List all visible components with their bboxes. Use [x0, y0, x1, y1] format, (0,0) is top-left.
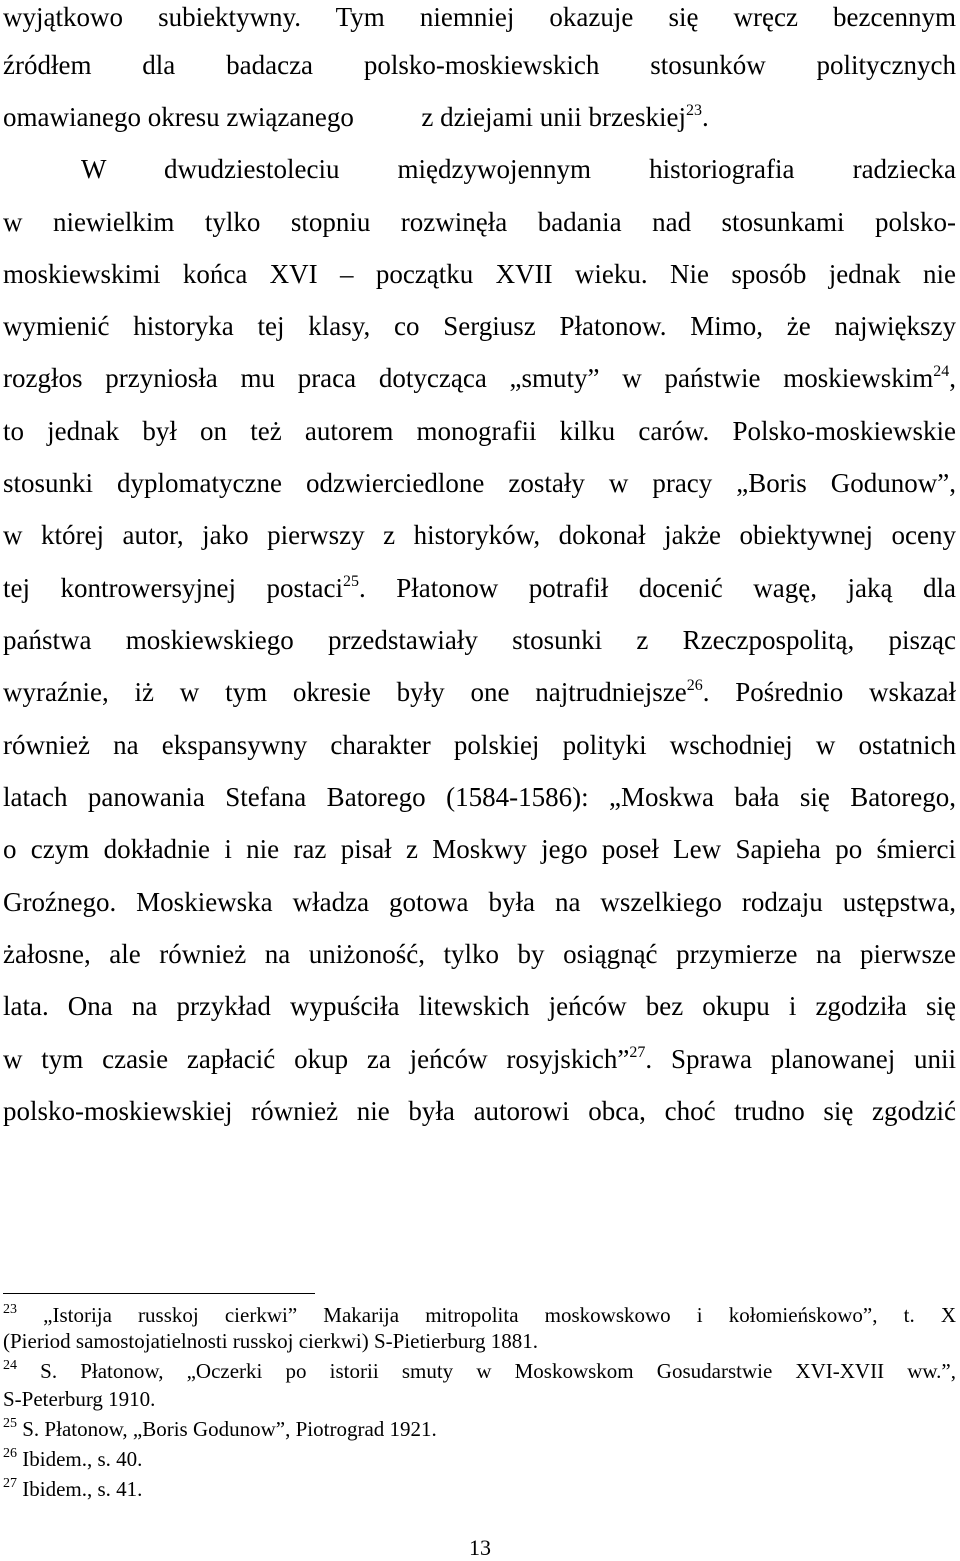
footnote-number: 24: [3, 1358, 17, 1373]
footnote-27: $^{27}$ Ibidem., s. 41.: [3, 1476, 143, 1501]
footnote-24: $^{24}$ S. Płatonow, „Oczerki po istorii smuty w Moskowskom Gosudarstwie XVI-XVII ww.”,: [3, 1358, 956, 1383]
text-line: rozgłos przyniosła mu praca dotycząca „smuty” w państwie moskiewskim$^{24}$,: [3, 363, 956, 393]
text-line: w tym czasie zapłacić okup za jeńców rosyjskich”$^{27}$. Sprawa planowanej unii: [3, 1044, 956, 1074]
text-line: żałosne, ale również na uniżoność, tylko by osiągnąć przymierze na pierwsze: [3, 939, 956, 969]
text-line: stosunki dyplomatyczne odzwierciedlone zostały w pracy „Boris Godunow”,: [3, 468, 956, 498]
text-line: w której autor, jako pierwszy z historyków, dokonał jakże obiektywnej oceny: [3, 520, 956, 550]
footnote-23-continued: (Pieriod samostojatielnosti russkoj cierkwi) S-Pietierburg 1881.: [3, 1329, 539, 1353]
footnote-ref-25: 25: [342, 573, 359, 590]
text-line: wymienić historyka tej klasy, co Sergiusz Płatonow. Mimo, że największy: [3, 311, 956, 341]
text-line: państwa moskiewskiego przedstawiały stosunki z Rzeczpospolitą, pisząc: [3, 625, 956, 655]
text-line: polsko-moskiewskiej również nie była autorowi obca, choć trudno się zgodzić: [3, 1096, 956, 1126]
footnote-ref-24: 24: [933, 363, 950, 380]
text-line: również na ekspansywny charakter polskiej polityki wschodniej w ostatnich: [3, 730, 956, 760]
footnote-26: $^{26}$ Ibidem., s. 40.: [3, 1446, 143, 1471]
footnote-number: 26: [3, 1446, 17, 1461]
footnote-25: $^{25}$ S. Płatonow, „Boris Godunow”, Piotrograd 1921.: [3, 1416, 437, 1441]
footnote-number: 25: [3, 1416, 17, 1431]
footnote-number: 27: [3, 1476, 17, 1491]
text-line: moskiewskimi końca XVI – początku XVII wieku. Nie sposób jednak nie: [3, 259, 956, 289]
text-line: latach panowania Stefana Batorego (1584-1586): „Moskwa bała się Batorego,: [3, 782, 956, 812]
text-line: omawianego okresu związanego z dziejami unii brzeskiej$^{23}$.: [3, 102, 709, 132]
text-line: tej kontrowersyjnej postaci$^{25}$. Płatonow potrafił docenić wagę, jaką dla: [3, 573, 956, 603]
text-line: o czym dokładnie i nie raz pisał z Moskwy jego poseł Lew Sapieha po śmierci: [3, 834, 956, 864]
text-line: w niewielkim tylko stopniu rozwinęła badania nad stosunkami polsko-: [3, 207, 956, 237]
page-number: 13: [469, 1535, 491, 1560]
text-line: Groźnego. Moskiewska władza gotowa była na wszelkiego rodzaju ustępstwa,: [3, 887, 956, 917]
footnote-separator: [3, 1293, 315, 1294]
footnote-ref-26: 26: [686, 677, 703, 694]
text-line: lata. Ona na przykład wypuściła litewskich jeńców bez okupu i zgodziła się: [3, 991, 956, 1021]
footnote-ref-23: 23: [686, 102, 703, 119]
footnote-ref-27: 27: [629, 1044, 646, 1061]
text-line: wyraźnie, iż w tym okresie były one najtrudniejsze$^{26}$. Pośrednio wskazał: [3, 677, 956, 707]
text-line: źródłem dla badacza polsko-moskiewskich stosunków politycznych: [3, 50, 956, 80]
text-line: W dwudziestoleciu międzywojennym historiografia radziecka: [81, 154, 956, 184]
footnote-number: 23: [3, 1302, 17, 1317]
footnote-23: $^{23}$ „Istorija russkoj cierkwi” Makarija mitropolita moskowskowo i kołomieńskowo”, t. X: [3, 1302, 956, 1327]
text-line: wyjątkowo subiektywny. Tym niemniej okazuje się wręcz bezcennym: [3, 2, 956, 32]
text-line: to jednak był on też autorem monografii kilku carów. Polsko-moskiewskie: [3, 416, 956, 446]
footnote-24-continued: S-Peterburg 1910.: [3, 1387, 156, 1411]
